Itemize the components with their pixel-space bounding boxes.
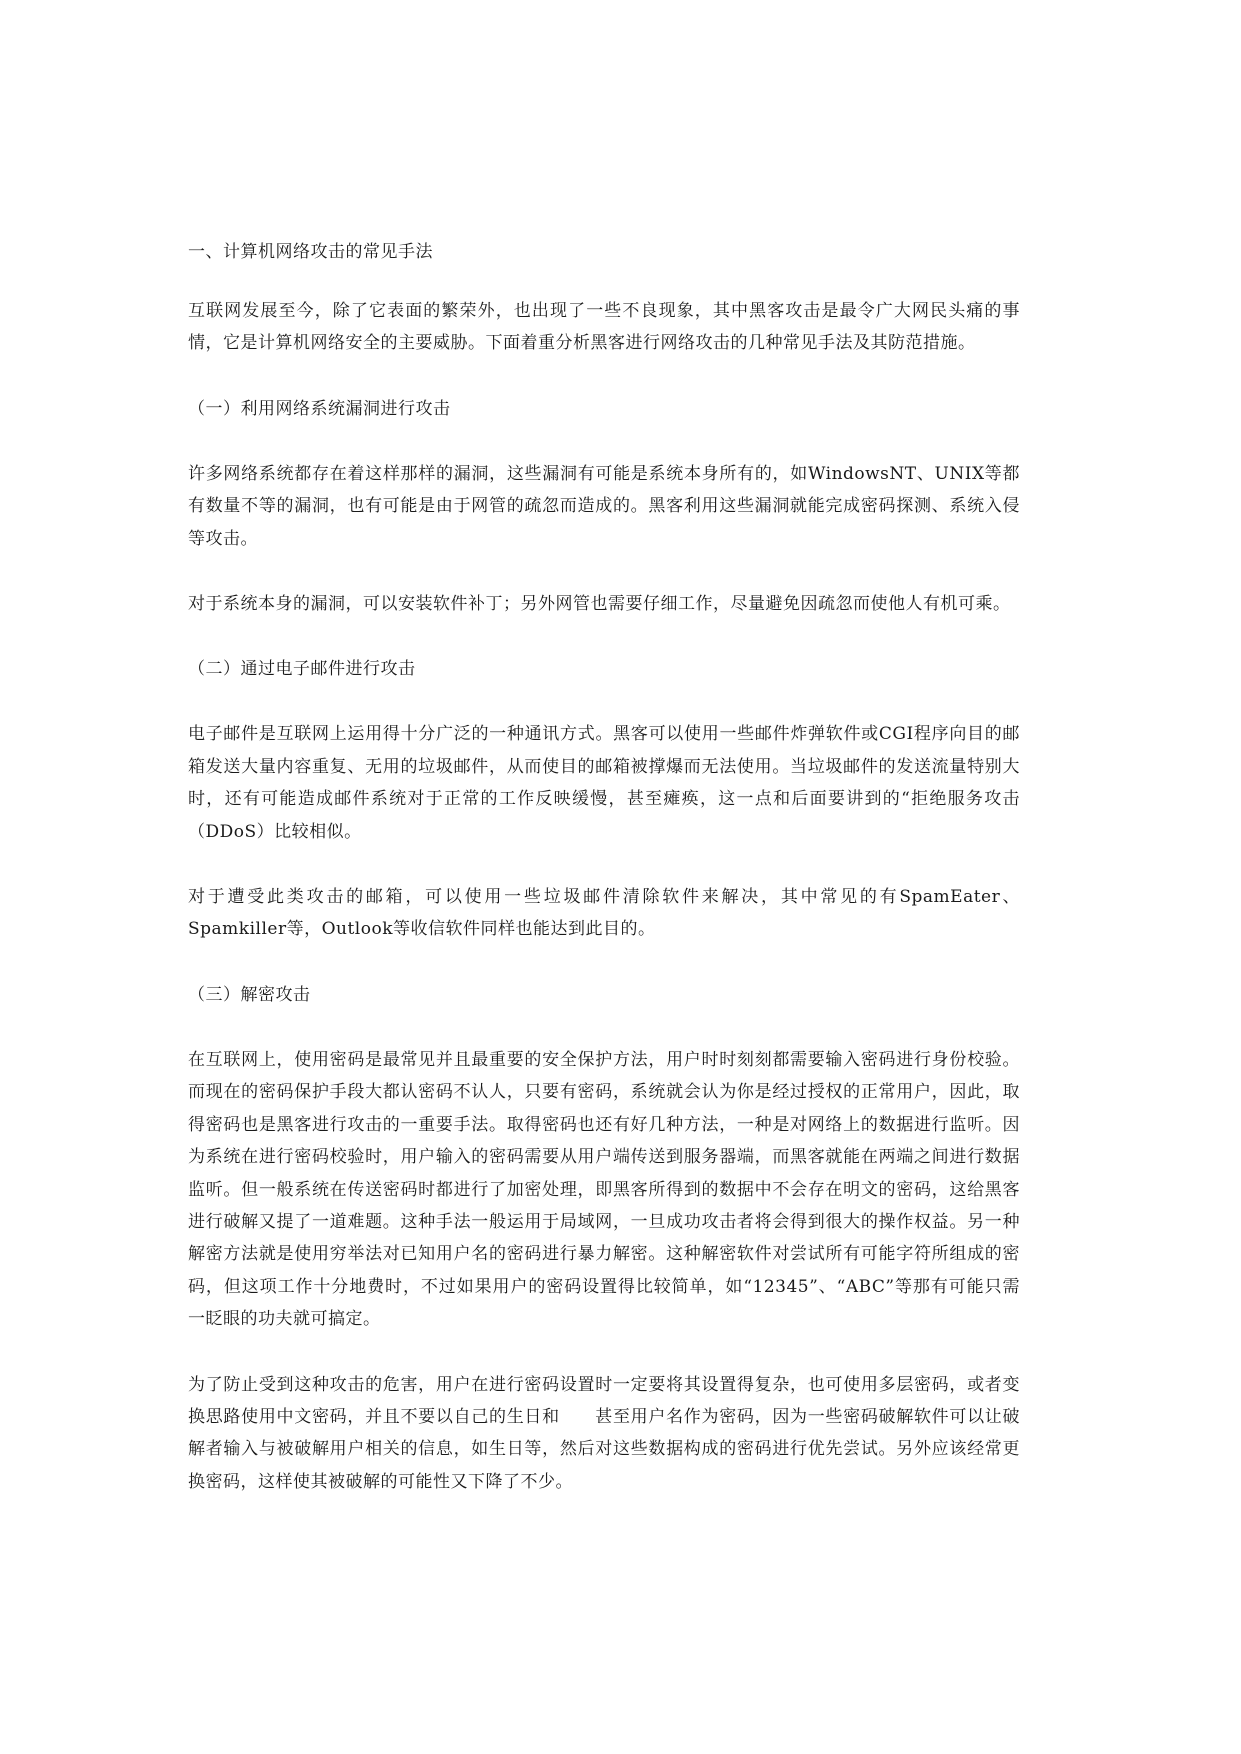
section-heading-2: （二）通过电子邮件进行攻击 (188, 659, 416, 680)
section-1-paragraph-2: 对于系统本身的漏洞，可以安装软件补丁；另外网管也需要仔细工作，尽量避免因疏忽而使他人有机可乘。 (188, 594, 1011, 615)
section-1-paragraph-1: 许多网络系统都存在着这样那样的漏洞，这些漏洞有可能是系统本身所有的，如WindowsNT、UNIX等都有数量不等的漏洞，也有可能是由于网管的疏忽而造成的。黑客利用这些漏洞就能完成密码探测、系统入侵等攻击。 (188, 463, 1020, 549)
document-page (188, 236, 1020, 1498)
section-heading-1: （一）利用网络系统漏洞进行攻击 (188, 398, 451, 419)
section-2-paragraph-1: 电子邮件是互联网上运用得十分广泛的一种通讯方式。黑客可以使用一些邮件炸弹软件或CGI程序向目的邮箱发送大量内容重复、无用的垃圾邮件，从而使目的邮箱被撑爆而无法使用。当垃圾邮件的发送流量特别大时，还有可能造成邮件系统对于正常的工作反映缓慢，甚至瘫痪，这一点和后面要讲到的“拒绝服务攻击（DDoS）比较相似。 (188, 724, 1020, 842)
section-heading-3: （三）解密攻击 (188, 984, 311, 1005)
main-heading: 一、计算机网络攻击的常见手法 (188, 242, 433, 262)
section-2-paragraph-2: 对于遭受此类攻击的邮箱，可以使用一些垃圾邮件清除软件来解决，其中常见的有SpamEater、Spamkiller等，Outlook等收信软件同样也能达到此目的。 (188, 887, 1020, 940)
section-3-paragraph-1: 在互联网上，使用密码是最常见并且最重要的安全保护方法，用户时时刻刻都需要输入密码进行身份校验。而现在的密码保护手段大都认密码不认人，只要有密码，系统就会认为你是经过授权的正常用户，因此，取得密码也是黑客进行攻击的一重要手法。取得密码也还有好几种方法，一种是对网络上的数据进行监听。因为系统在进行密码校验时，用户输入的密码需要从用户端传送到服务器端，而黑客就能在两端之间进行数据监听。但一般系统在传送密码时都进行了加密处理，即黑客所得到的数据中不会存在明文的密码，这给黑客进行破解又提了一道难题。这种手法一般运用于局域网，一旦成功攻击者将会得到很大的操作权益。另一种解密方法就是使用穷举法对已知用户名的密码进行暴力解密。这种解密软件对尝试所有可能字符所组成的密码，但这项工作十分地费时，不过如果用户的密码设置得比较简单，如“12345”、“ABC”等那有可能只需一眨眼的功夫就可搞定。 (188, 1049, 1020, 1330)
section-3-paragraph-2: 为了防止受到这种攻击的危害，用户在进行密码设置时一定要将其设置得复杂，也可使用多层密码，或者变换思路使用中文密码，并且不要以自己的生日和 甚至用户名作为密码，因为一些密码破解软件可以让破解者输入与被破解用户相关的信息，如生日等，然后对这些数据构成的密码进行优先尝试。另外应该经常更换密码，这样使其被破解的可能性又下降了不少。 (188, 1374, 1020, 1492)
intro-paragraph: 互联网发展至今，除了它表面的繁荣外，也出现了一些不良现象，其中黑客攻击是最令广大网民头痛的事情，它是计算机网络安全的主要威胁。下面着重分析黑客进行网络攻击的几种常见手法及其防范措施。 (188, 301, 1020, 354)
